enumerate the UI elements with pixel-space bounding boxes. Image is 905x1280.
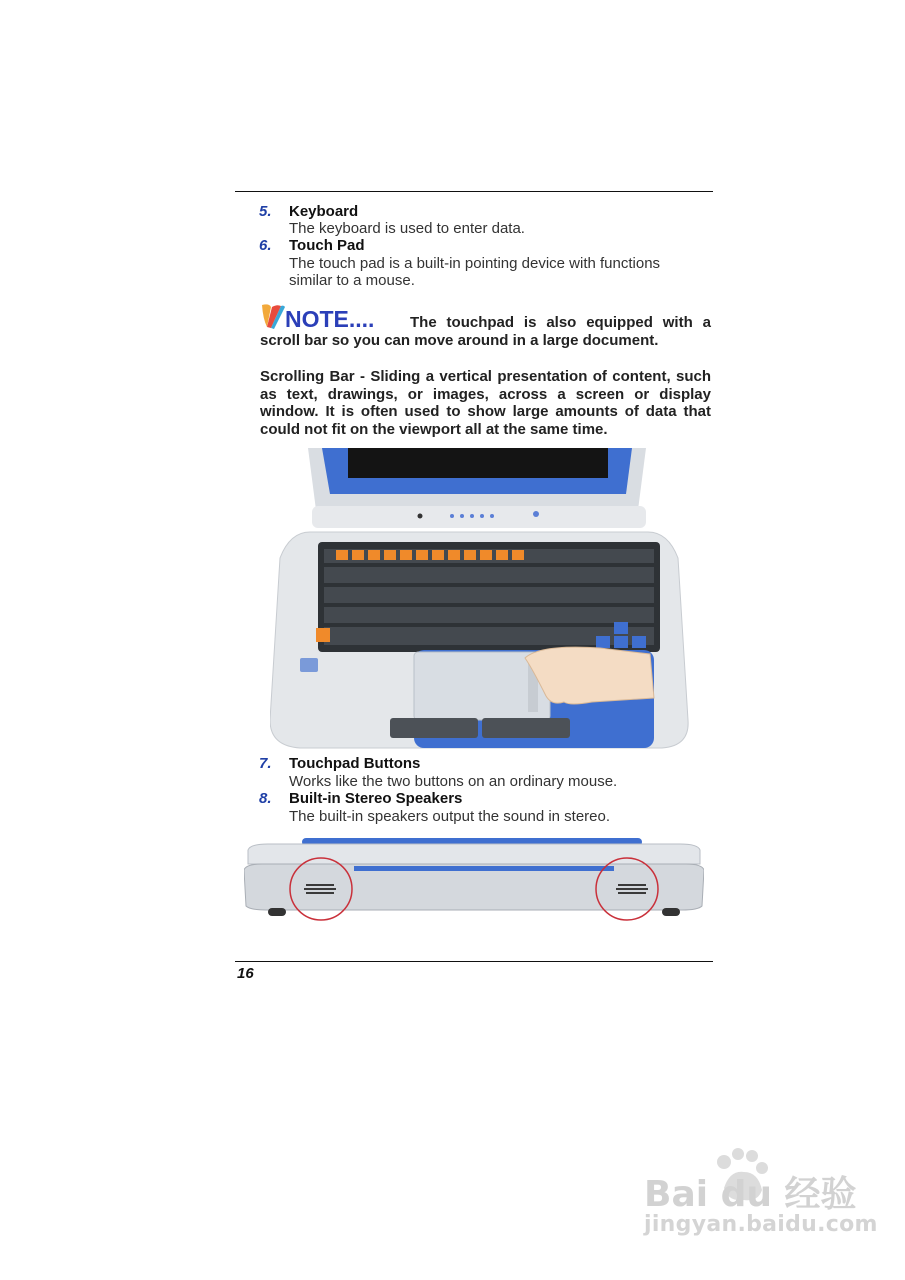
item-title: Built-in Stereo Speakers — [289, 790, 463, 807]
item-description: The touch pad is a built-in pointing device with functions — [289, 255, 661, 272]
item-title: Touch Pad — [289, 237, 365, 254]
scrolling-bar-paragraph: Scrolling Bar - Sliding a vertical presentation of content, such as text, drawings, or images, across a screen or display window. It is often used to show large amounts of data that could not fit on the viewport all at the same time. — [260, 368, 711, 438]
bottom-rule — [235, 961, 713, 962]
item-number: 7. — [259, 755, 272, 772]
item-description: The keyboard is used to enter data. — [289, 220, 525, 237]
item-description: Works like the two buttons on an ordinary mouse. — [289, 773, 618, 790]
item-number: 8. — [259, 790, 272, 807]
item-description: The built-in speakers output the sound in stereo. — [289, 808, 611, 825]
laptop-keyboard-touchpad-image — [270, 448, 695, 752]
note-text — [260, 314, 711, 350]
page-number: 16 — [237, 965, 254, 982]
item-title: Touchpad Buttons — [289, 755, 421, 772]
note-body: The touchpad is also equipped with a scroll bar so you can move around in a large document. — [260, 314, 711, 349]
item-description: similar to a mouse. — [289, 272, 415, 289]
item-number: 6. — [259, 237, 272, 254]
item-number: 5. — [259, 203, 272, 220]
laptop-front-speakers-image — [244, 836, 704, 926]
note-logo-text: NOTE.... — [285, 306, 375, 332]
item-title: Keyboard — [289, 203, 359, 220]
watermark-brand: Bai du 经验 — [644, 1174, 857, 1210]
top-rule — [235, 191, 713, 192]
baidu-watermark-logo — [640, 1140, 860, 1210]
watermark-url: jingyan.baidu.com — [644, 1212, 878, 1237]
